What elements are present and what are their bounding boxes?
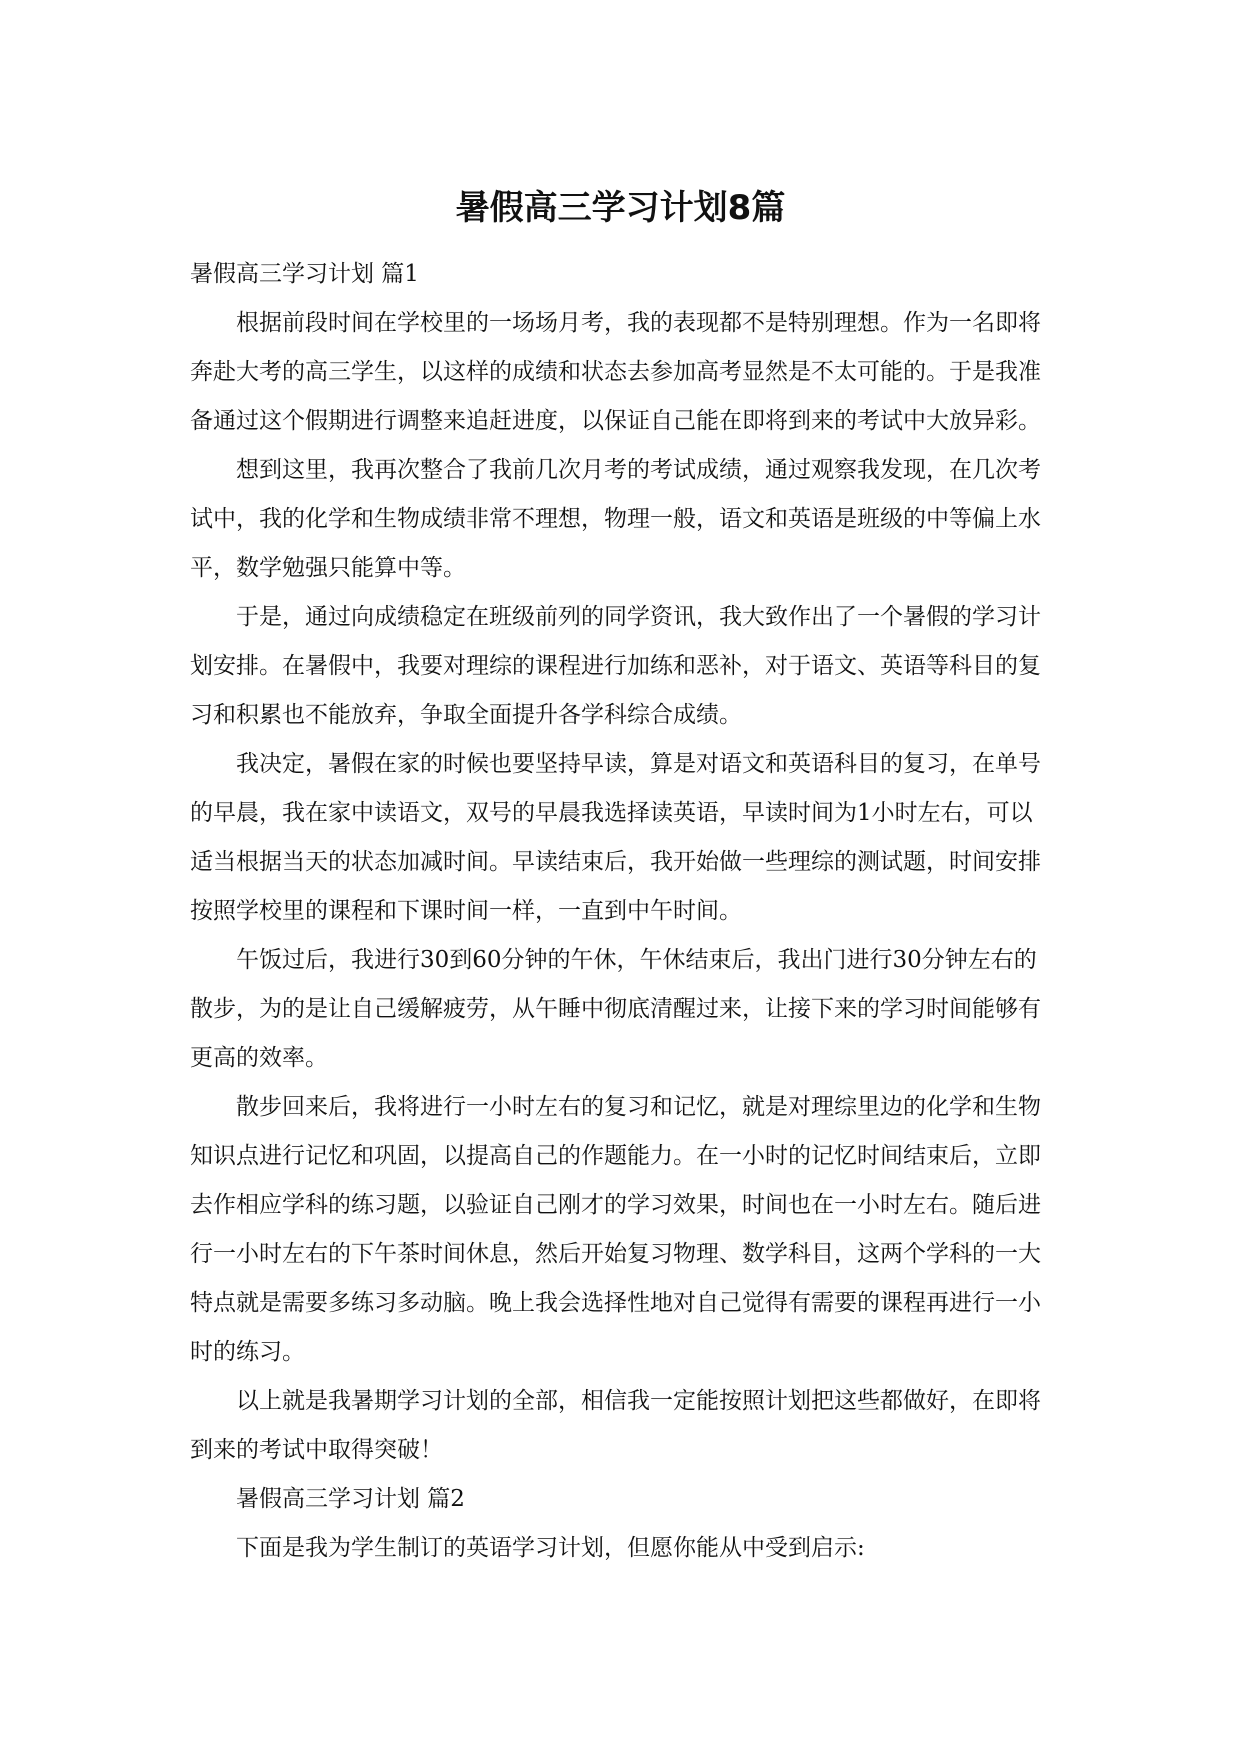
paragraph-2: 想到这里，我再次整合了我前几次月考的考试成绩，通过观察我发现，在几次考试中，我的化学和生物成绩非常不理想，物理一般，语文和英语是班级的中等偏上水平，数学勉强只能算中等。	[190, 457, 1041, 581]
paragraph-7: 以上就是我暑期学习计划的全部，相信我一定能按照计划把这些都做好，在即将到来的考试中取得突破！	[190, 1388, 1041, 1463]
paragraph-1: 根据前段时间在学校里的一场场月考，我的表现都不是特别理想。作为一名即将奔赴大考的高三学生，以这样的成绩和状态去参加高考显然是不太可能的。于是我准备通过这个假期进行调整来追赶进度，以保证自己能在即将到来的考试中大放异彩。	[190, 310, 1041, 434]
section-heading-2: 暑假高三学习计划 篇2	[236, 1486, 465, 1512]
document-title: 暑假高三学习计划8篇	[455, 188, 786, 228]
section-2-intro: 下面是我为学生制订的英语学习计划，但愿你能从中受到启示:	[236, 1535, 865, 1561]
document-body	[190, 250, 1050, 1573]
paragraph-6: 散步回来后，我将进行一小时左右的复习和记忆，就是对理综里边的化学和生物知识点进行记忆和巩固，以提高自己的作题能力。在一小时的记忆时间结束后，立即去作相应学科的练习题，以验证自己刚才的学习效果，时间也在一小时左右。随后进行一小时左右的下午茶时间休息，然后开始复习物理、数学科目，这两个学科的一大特点就是需要多练习多动脑。晚上我会选择性地对自己觉得有需要的课程再进行一小时的练习。	[190, 1094, 1041, 1365]
section-heading-1: 暑假高三学习计划 篇1	[190, 261, 419, 287]
paragraph-3: 于是，通过向成绩稳定在班级前列的同学资讯，我大致作出了一个暑假的学习计划安排。在暑假中，我要对理综的课程进行加练和恶补，对于语文、英语等科目的复习和积累也不能放弃，争取全面提升各学科综合成绩。	[190, 604, 1041, 728]
paragraph-4: 我决定，暑假在家的时候也要坚持早读，算是对语文和英语科目的复习，在单号的早晨，我在家中读语文，双号的早晨我选择读英语，早读时间为1小时左右，可以适当根据当天的状态加减时间。早读结束后，我开始做一些理综的测试题，时间安排按照学校里的课程和下课时间一样，一直到中午时间。	[190, 751, 1041, 924]
paragraph-5: 午饭过后，我进行30到60分钟的午休，午休结束后，我出门进行30分钟左右的散步，为的是让自己缓解疲劳，从午睡中彻底清醒过来，让接下来的学习时间能够有更高的效率。	[190, 947, 1041, 1071]
